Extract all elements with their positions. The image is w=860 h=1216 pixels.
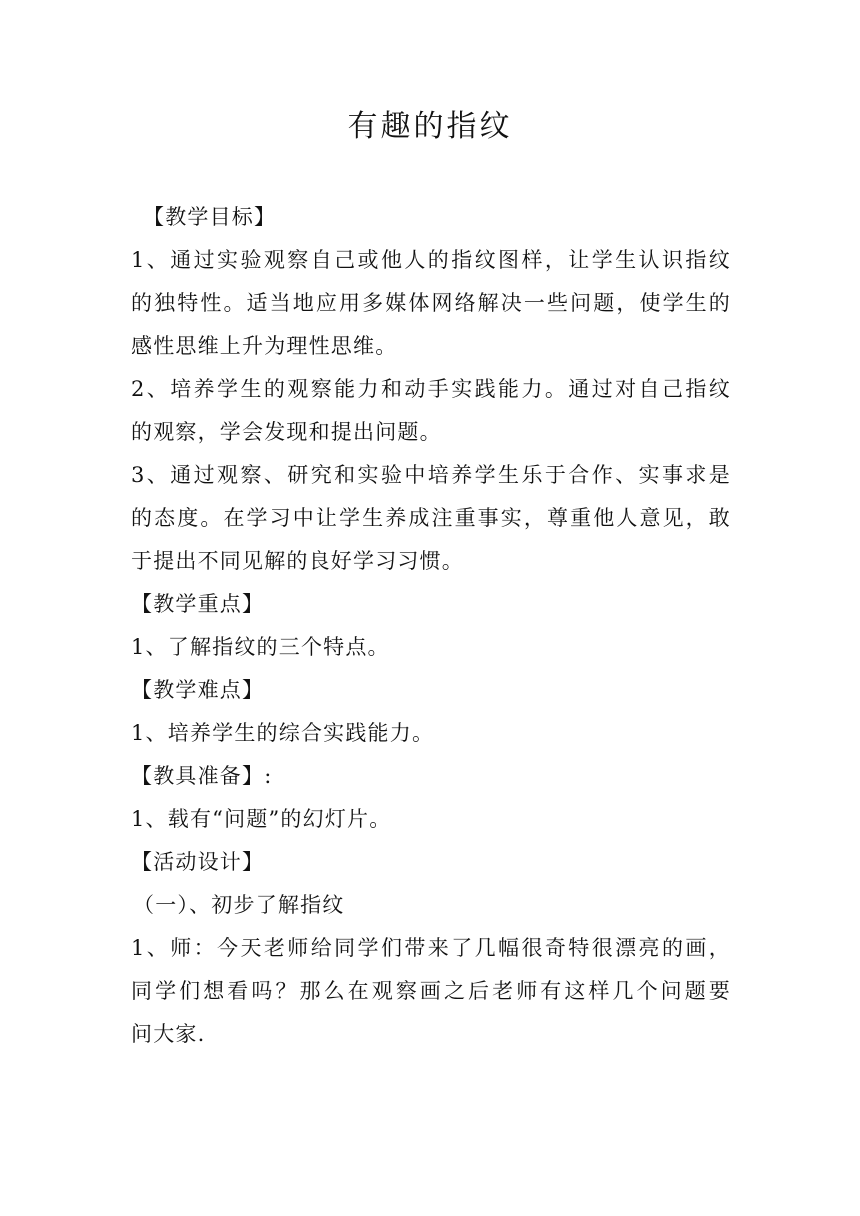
section-heading-activities: 【活动设计】 bbox=[131, 850, 265, 874]
section-heading-objectives: 【教学目标】 bbox=[143, 205, 277, 229]
paragraph-line: 3、通过观察、研究和实验中培养学生乐于合作、实事求是 bbox=[131, 463, 731, 487]
document-body bbox=[131, 196, 731, 1056]
paragraph-line: 感性思维上升为理性思维。 bbox=[131, 334, 398, 358]
paragraph-line: 1、师：今天老师给同学们带来了几幅很奇特很漂亮的画， bbox=[131, 936, 731, 960]
paragraph-line: 问大家. bbox=[131, 1022, 206, 1046]
paragraph-line: 于提出不同见解的良好学习习惯。 bbox=[131, 549, 464, 573]
paragraph-line: 的态度。在学习中让学生养成注重事实，尊重他人意见，敢 bbox=[131, 506, 731, 530]
paragraph-line: 的独特性。适当地应用多媒体网络解决一些问题，使学生的 bbox=[131, 291, 731, 315]
paragraph-line: 1、载有“问题”的幻灯片。 bbox=[131, 807, 392, 831]
section-heading-key-points: 【教学重点】 bbox=[131, 592, 265, 616]
paragraph-line: 1、培养学生的综合实践能力。 bbox=[131, 721, 435, 745]
section-heading-difficulties: 【教学难点】 bbox=[131, 678, 265, 702]
paragraph-line: 的观察，学会发现和提出问题。 bbox=[131, 420, 442, 444]
section-heading-materials: 【教具准备】: bbox=[131, 764, 273, 788]
paragraph-line: 2、培养学生的观察能力和动手实践能力。通过对自己指纹 bbox=[131, 377, 731, 401]
paragraph-line: 1、了解指纹的三个特点。 bbox=[131, 635, 390, 659]
subsection-heading: （一）、初步了解指纹 bbox=[133, 893, 345, 917]
paragraph-line: 同学们想看吗？那么在观察画之后老师有这样几个问题要 bbox=[131, 979, 731, 1003]
document-title: 有趣的指纹 bbox=[347, 109, 513, 144]
paragraph-line: 1、通过实验观察自己或他人的指纹图样，让学生认识指纹 bbox=[131, 248, 731, 272]
